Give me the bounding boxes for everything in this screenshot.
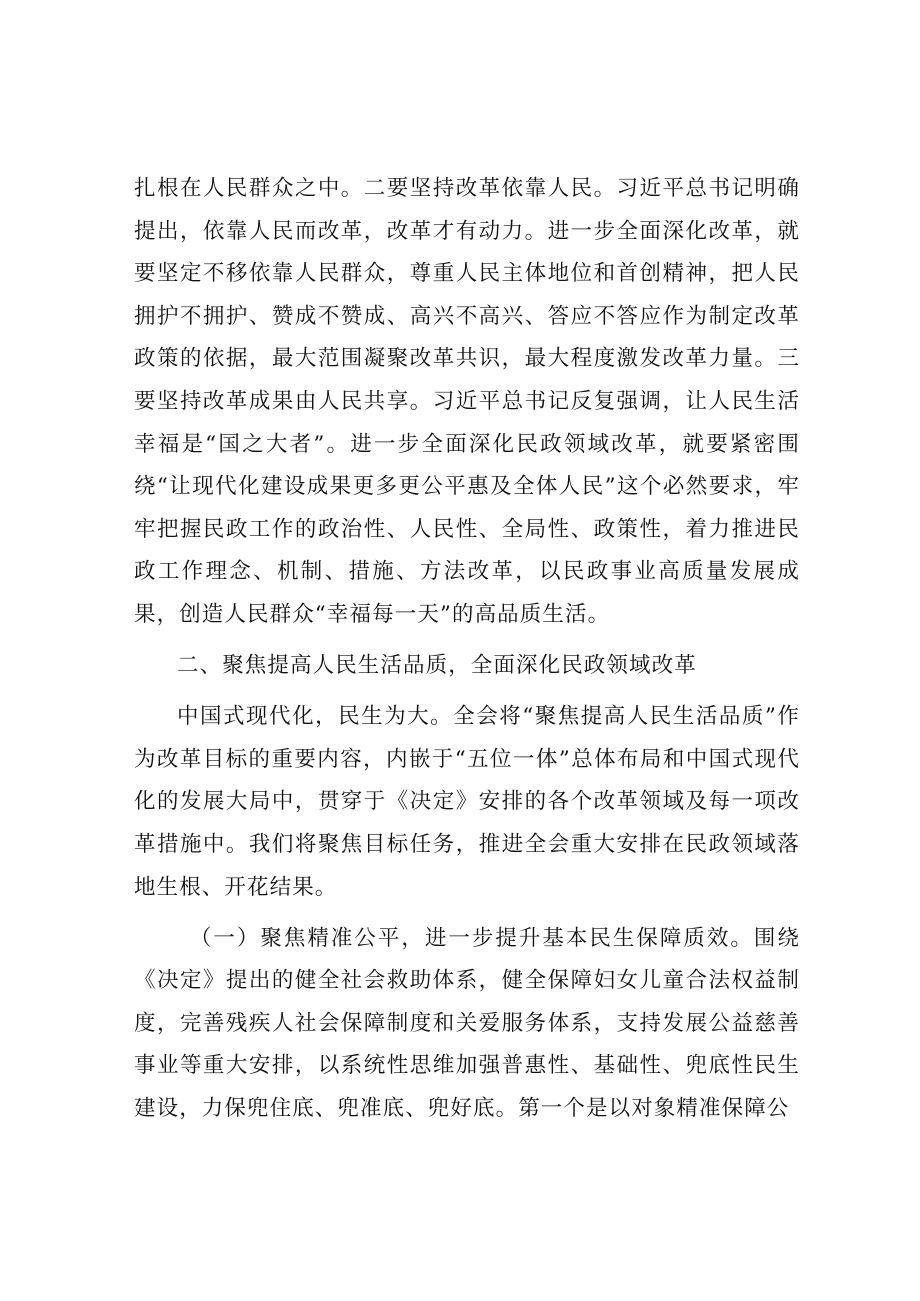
document-body <box>134 168 800 1131</box>
paragraph-1: 扎根在人民群众之中。二要坚持改革依靠人民。习近平总书记明确提出，依靠人民而改革，改革才有动力。进一步全面深化改革，就要坚定不移依靠人民群众，尊重人民主体地位和首创精神，把人民拥护不拥护、赞成不赞成、高兴不高兴、答应不答应作为制定改革政策的依据，最大范围凝聚改革共识，最大程度激发改革力量。三要坚持改革成果由人民共享。习近平总书记反复强调，让人民生活幸福是“国之大者”。进一步全面深化民政领域改革，就要紧密围绕“让现代化建设成果更多更公平惠及全体人民”这个必然要求，牢牢把握民政工作的政治性、人民性、全局性、政策性，着力推进民政工作理念、机制、措施、方法改革，以民政事业高质量发展成果，创造人民群众“幸福每一天”的高品质生活。 <box>134 176 800 627</box>
section-heading-2: 二、聚焦提高人民生活品质，全面深化民政领域改革 <box>177 653 697 679</box>
paragraph-2: 中国式现代化，民生为大。全会将“聚焦提高人民生活品质”作为改革目标的重要内容，内嵌于“五位一体”总体布局和中国式现代化的发展大局中，贯穿于《决定》安排的各个改革领域及每一项改革措施中。我们将聚焦目标任务，推进全会重大安排在民政领域落地生根、开花结果。 <box>134 704 800 900</box>
paragraph-3: （一）聚焦精准公平，进一步提升基本民生保障质效。围绕《决定》提出的健全社会救助体系，健全保障妇女儿童合法权益制度，完善残疾人社会保障制度和关爱服务体系，支持发展公益慈善事业等重大安排，以系统性思维加强普惠性、基础性、兜底性民生建设，力保兜住底、兜准底、兜好底。第一个是以对象精准保障公 <box>134 925 800 1121</box>
